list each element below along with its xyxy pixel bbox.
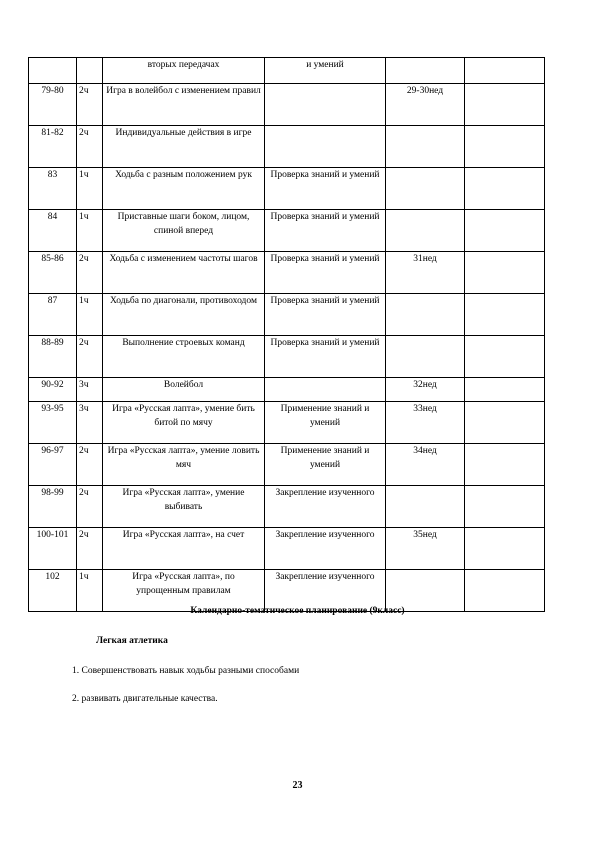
cell-hours: 1ч	[77, 168, 103, 210]
cell-extra	[465, 58, 545, 84]
cell-lesson-number: 79-80	[29, 84, 77, 126]
cell-lesson-type: Проверка знаний и умений	[265, 252, 386, 294]
table-row	[29, 378, 545, 402]
cell-lesson-number: 85-86	[29, 252, 77, 294]
cell-topic: Игра «Русская лапта», по упрощенным правилам	[103, 570, 265, 612]
cell-extra	[465, 84, 545, 126]
table-row	[29, 126, 545, 168]
cell-lesson-type	[265, 84, 386, 126]
table-row	[29, 486, 545, 528]
table-row	[29, 58, 545, 84]
table-row	[29, 294, 545, 336]
cell-lesson-number: 90-92	[29, 378, 77, 402]
table-row	[29, 168, 545, 210]
cell-week	[386, 294, 465, 336]
cell-week	[386, 58, 465, 84]
cell-topic: Ходьба с изменением частоты шагов	[103, 252, 265, 294]
cell-extra	[465, 378, 545, 402]
cell-lesson-type: Проверка знаний и умений	[265, 336, 386, 378]
cell-week	[386, 168, 465, 210]
cell-lesson-number: 83	[29, 168, 77, 210]
table-row	[29, 210, 545, 252]
cell-hours: 2ч	[77, 336, 103, 378]
cell-week: 32нед	[386, 378, 465, 402]
cell-topic: вторых передачах	[103, 58, 265, 84]
cell-week: 33нед	[386, 402, 465, 444]
cell-lesson-number: 93-95	[29, 402, 77, 444]
cell-week	[386, 210, 465, 252]
cell-hours: 2ч	[77, 84, 103, 126]
cell-week: 34нед	[386, 444, 465, 486]
cell-week: 35нед	[386, 528, 465, 570]
cell-topic: Индивидуальные действия в игре	[103, 126, 265, 168]
cell-lesson-number: 100-101	[29, 528, 77, 570]
goal-item: 2. развивать двигательные качества.	[72, 694, 218, 704]
cell-lesson-type: Проверка знаний и умений	[265, 168, 386, 210]
cell-topic: Игра «Русская лапта», на счет	[103, 528, 265, 570]
cell-topic: Игра «Русская лапта», умение ловить мяч	[103, 444, 265, 486]
cell-week	[386, 126, 465, 168]
cell-lesson-number: 102	[29, 570, 77, 612]
cell-extra	[465, 402, 545, 444]
cell-lesson-type: Закрепление изученного	[265, 570, 386, 612]
cell-extra	[465, 294, 545, 336]
cell-lesson-number: 98-99	[29, 486, 77, 528]
cell-topic: Ходьба с разным положением рук	[103, 168, 265, 210]
cell-hours	[77, 58, 103, 84]
cell-extra	[465, 336, 545, 378]
cell-lesson-type: Закрепление изученного	[265, 528, 386, 570]
cell-topic: Игра «Русская лапта», умение бить битой по мячу	[103, 402, 265, 444]
cell-lesson-number: 87	[29, 294, 77, 336]
cell-lesson-type: Закрепление изученного	[265, 486, 386, 528]
cell-hours: 2ч	[77, 528, 103, 570]
table-row	[29, 444, 545, 486]
cell-extra	[465, 168, 545, 210]
cell-extra	[465, 252, 545, 294]
cell-topic: Игра в волейбол с изменением правил	[103, 84, 265, 126]
table-row	[29, 252, 545, 294]
cell-lesson-type: Применение знаний и умений	[265, 402, 386, 444]
cell-hours: 2ч	[77, 126, 103, 168]
goal-item: 1. Совершенствовать навык ходьбы разными способами	[72, 666, 300, 676]
page-number: 23	[292, 780, 303, 791]
section-heading: Календарно-тематическое планирование (9класс)	[190, 606, 405, 616]
cell-hours: 2ч	[77, 252, 103, 294]
cell-extra	[465, 126, 545, 168]
cell-lesson-type: Проверка знаний и умений	[265, 210, 386, 252]
cell-hours: 2ч	[77, 486, 103, 528]
cell-hours: 1ч	[77, 210, 103, 252]
cell-lesson-type: Проверка знаний и умений	[265, 294, 386, 336]
table-row	[29, 402, 545, 444]
schedule-table	[28, 57, 545, 612]
section-subheading: Легкая атлетика	[96, 636, 168, 646]
cell-lesson-number: 88-89	[29, 336, 77, 378]
cell-topic: Игра «Русская лапта», умение выбивать	[103, 486, 265, 528]
table-row	[29, 84, 545, 126]
table-row	[29, 336, 545, 378]
cell-lesson-number: 84	[29, 210, 77, 252]
table-row	[29, 528, 545, 570]
cell-lesson-type	[265, 126, 386, 168]
cell-extra	[465, 486, 545, 528]
cell-week: 31нед	[386, 252, 465, 294]
cell-lesson-number	[29, 58, 77, 84]
cell-lesson-number: 81-82	[29, 126, 77, 168]
cell-extra	[465, 210, 545, 252]
cell-lesson-type	[265, 378, 386, 402]
cell-hours: 2ч	[77, 444, 103, 486]
cell-lesson-number: 96-97	[29, 444, 77, 486]
cell-topic: Выполнение строевых команд	[103, 336, 265, 378]
cell-week	[386, 336, 465, 378]
cell-topic: Ходьба по диагонали, противоходом	[103, 294, 265, 336]
cell-hours: 3ч	[77, 378, 103, 402]
cell-hours: 1ч	[77, 294, 103, 336]
cell-topic: Волейбол	[103, 378, 265, 402]
cell-lesson-type: и умений	[265, 58, 386, 84]
cell-hours: 3ч	[77, 402, 103, 444]
cell-hours: 1ч	[77, 570, 103, 612]
cell-lesson-type: Применение знаний и умений	[265, 444, 386, 486]
cell-week	[386, 486, 465, 528]
schedule-table-body	[29, 58, 545, 612]
cell-extra	[465, 528, 545, 570]
cell-extra	[465, 444, 545, 486]
cell-week: 29-30нед	[386, 84, 465, 126]
cell-topic: Приставные шаги боком, лицом, спиной вперед	[103, 210, 265, 252]
